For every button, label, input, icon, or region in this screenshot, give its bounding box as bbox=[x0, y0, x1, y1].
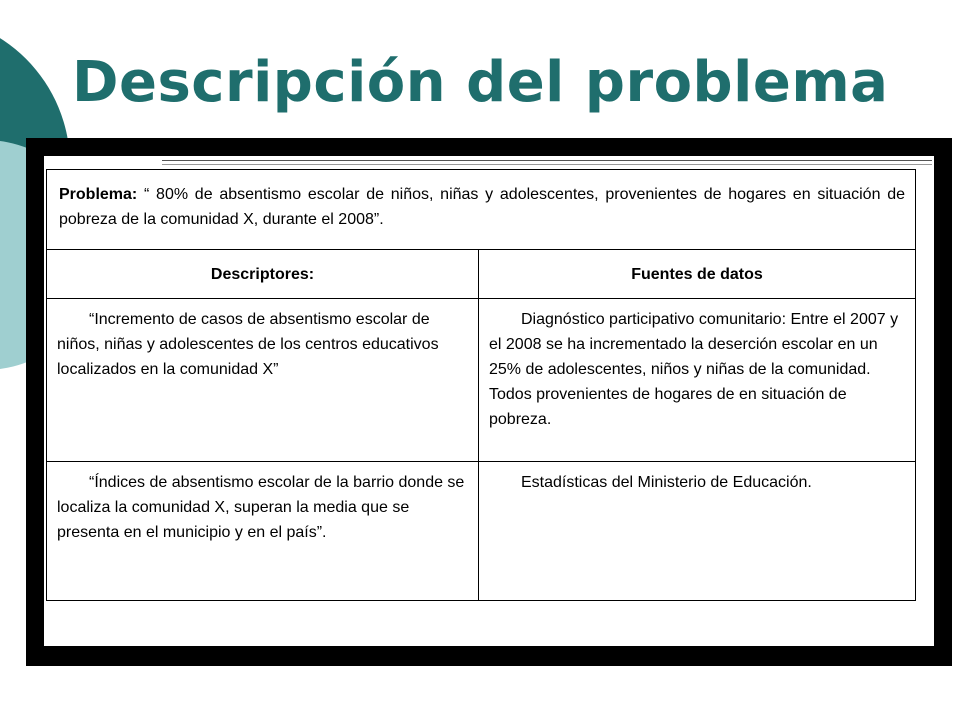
source-cell: Diagnóstico participativo comunitario: Entre el 2007 y el 2008 se ha incrementado la deserción escolar en un 25% de adolescentes, niños y niñas de la comunidad. Todos provenientes de hogares de en situación de pobreza. bbox=[479, 299, 916, 462]
divider-line bbox=[162, 160, 932, 161]
problem-table bbox=[46, 169, 916, 601]
slide-title: Descripción del problema bbox=[72, 50, 889, 115]
column-header-sources: Fuentes de datos bbox=[479, 250, 916, 299]
problem-text: “ 80% de absentismo escolar de niños, niñas y adolescentes, provenientes de hogares en situación de pobreza de la comunidad X, durante el 2008”. bbox=[59, 186, 906, 228]
table-row bbox=[47, 462, 916, 601]
problem-cell bbox=[47, 170, 916, 250]
descriptor-cell: “Incremento de casos de absentismo escolar de niños, niñas y adolescentes de los centros educativos localizados en la comunidad X” bbox=[47, 299, 479, 462]
problem-row bbox=[47, 170, 916, 250]
table-row bbox=[47, 299, 916, 462]
column-header-descriptors: Descriptores: bbox=[47, 250, 479, 299]
descriptor-cell: “Índices de absentismo escolar de la barrio donde se localiza la comunidad X, superan la media que se presenta en el municipio y en el país”. bbox=[47, 462, 479, 601]
problem-label: Problema: bbox=[59, 186, 138, 203]
header-row bbox=[47, 250, 916, 299]
table-frame bbox=[26, 138, 952, 666]
divider-line bbox=[162, 164, 932, 165]
table-frame-inner bbox=[44, 156, 934, 646]
source-cell: Estadísticas del Ministerio de Educación. bbox=[479, 462, 916, 601]
